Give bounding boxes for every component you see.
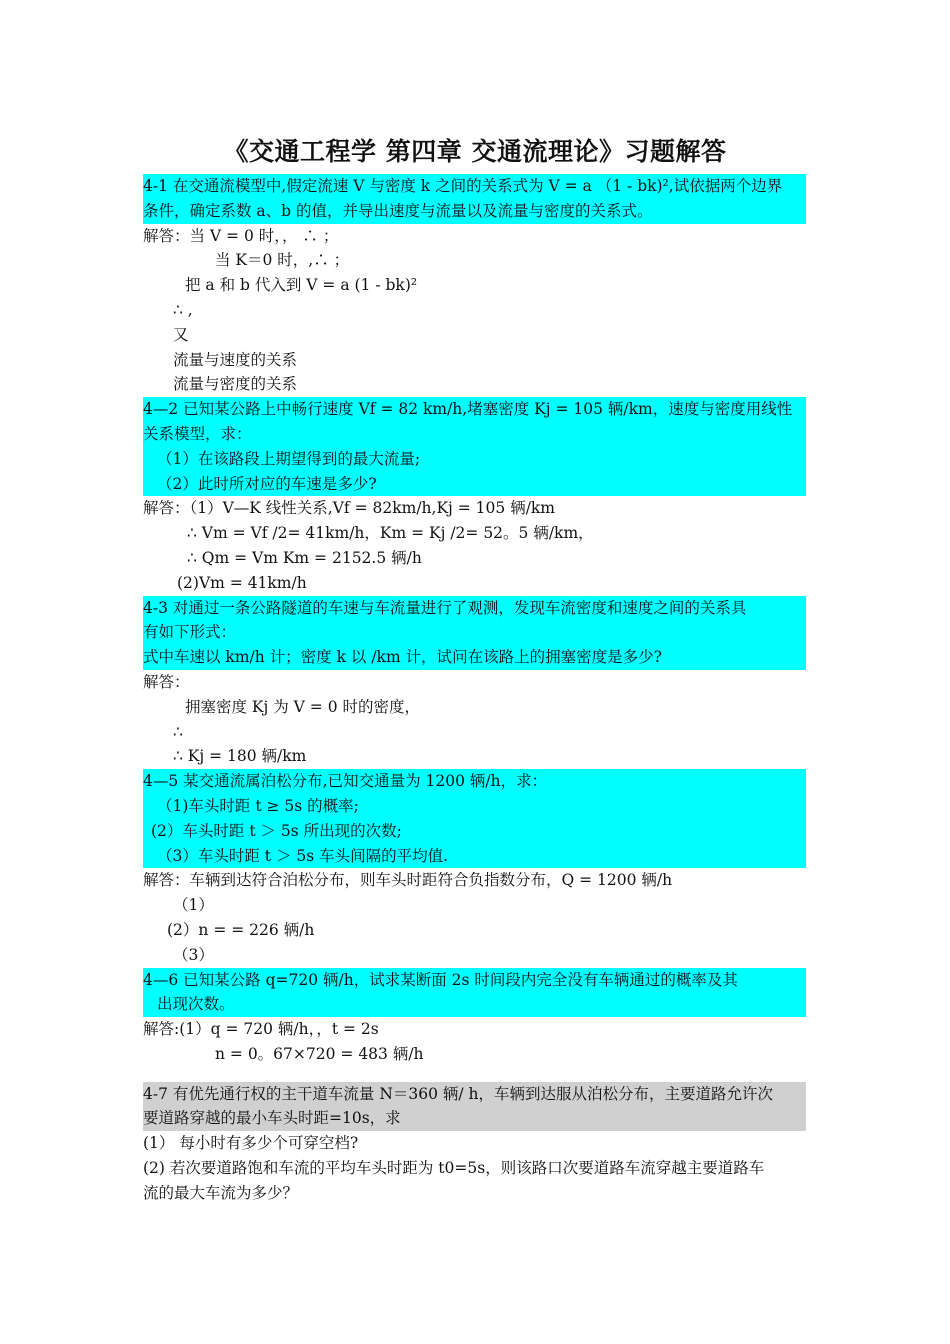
text-line: 关系模型，求： bbox=[143, 422, 806, 447]
text-line: （1）在该路段上期望得到的最大流量; bbox=[143, 447, 806, 472]
text-line: 条件，确定系数 a、b 的值，并导出速度与流量以及流量与密度的关系式。 bbox=[143, 199, 806, 224]
text-line: （3） bbox=[173, 945, 214, 964]
text-line: ∴ Vm = Vf /2= 41km/h，Km = Kj /2= 52。5 辆/km， bbox=[187, 524, 594, 543]
text-line: (2）n = = 226 辆/h bbox=[167, 920, 315, 939]
page-title: 《交通工程学 第四章 交通流理论》习题解答 bbox=[223, 137, 727, 166]
text-line: 解答：当 V = 0 时，， ∴ ； bbox=[143, 226, 339, 245]
text-line: 出现次数。 bbox=[143, 992, 806, 1017]
document-body bbox=[143, 174, 806, 1206]
text-line: 4—5 某交通流属泊松分布,已知交通量为 1200 辆/h，求： bbox=[143, 769, 806, 794]
text-line: 4—6 已知某公路 q=720 辆/h，试求某断面 2s 时间段内完全没有车辆通过的概率及其 bbox=[143, 968, 806, 993]
text-line: 解答： bbox=[143, 672, 190, 691]
text-line: 4-1 在交通流模型中,假定流速 V 与密度 k 之间的关系式为 V = a （1 - bk)²,试依据两个边界 bbox=[143, 174, 806, 199]
text-line: 4-3 对通过一条公路隧道的车速与车流量进行了观测，发现车流密度和速度之间的关系具 bbox=[143, 596, 806, 621]
text-line: 流量与密度的关系 bbox=[173, 375, 298, 394]
text-line: 流量与速度的关系 bbox=[173, 350, 298, 369]
text-line: (1） 每小时有多少个可穿空档? bbox=[143, 1134, 359, 1153]
text-line: (2)Vm = 41km/h bbox=[177, 573, 307, 592]
text-line: （1） bbox=[173, 896, 214, 915]
text-line: 流的最大车流为多少？ bbox=[143, 1183, 299, 1202]
text-line: n = 0。67×720 = 483 辆/h bbox=[215, 1044, 424, 1063]
text-line: ∴ , bbox=[173, 300, 193, 319]
text-line: (2）车头时距 t ＞ 5s 所出现的次数; bbox=[143, 819, 806, 844]
text-line: 当 K＝0 时，,∴ ； bbox=[215, 251, 350, 270]
text-line: 又 bbox=[173, 325, 189, 344]
text-line: 把 a 和 b 代入到 V = a (1 - bk)² bbox=[185, 276, 418, 295]
text-line: 解答：（1）V—K 线性关系,Vf = 82km/h,Kj = 105 辆/km bbox=[143, 499, 556, 518]
text-line: 解答：车辆到达符合泊松分布，则车头时距符合负指数分布，Q = 1200 辆/h bbox=[143, 871, 673, 890]
text-line: ∴ Qm = Vm Km = 2152.5 辆/h bbox=[187, 548, 422, 567]
text-line: （1)车头时距 t ≥ 5s 的概率; bbox=[143, 794, 806, 819]
text-line: （3）车头时距 t ＞ 5s 车头间隔的平均值. bbox=[143, 844, 806, 869]
text-line: (2) 若次要道路饱和车流的平均车头时距为 t0=5s，则该路口次要道路车流穿越主要道路车 bbox=[143, 1159, 765, 1178]
text-line: ∴ Kj = 180 辆/km bbox=[173, 747, 307, 766]
text-line: 解答:(1）q = 720 辆/h，，t = 2s bbox=[143, 1020, 379, 1039]
text-line: 拥塞密度 Kj 为 V = 0 时的密度， bbox=[185, 697, 420, 716]
text-line: 4—2 已知某公路上中畅行速度 Vf = 82 km/h,堵塞密度 Kj = 105 辆/km，速度与密度用线性 bbox=[143, 397, 806, 422]
spacer bbox=[143, 1067, 806, 1082]
text-line: ∴ bbox=[173, 722, 183, 741]
text-line: 式中车速以 km/h 计；密度 k 以 /km 计，试问在该路上的拥塞密度是多少? bbox=[143, 645, 806, 670]
text-line: 要道路穿越的最小车头时距=10s，求 bbox=[143, 1106, 806, 1131]
text-line: （2）此时所对应的车速是多少? bbox=[143, 472, 806, 497]
text-line: 有如下形式： bbox=[143, 620, 806, 645]
text-line: 4-7 有优先通行权的主干道车流量 N＝360 辆/ h，车辆到达服从泊松分布，主要道路允许次 bbox=[143, 1082, 806, 1107]
